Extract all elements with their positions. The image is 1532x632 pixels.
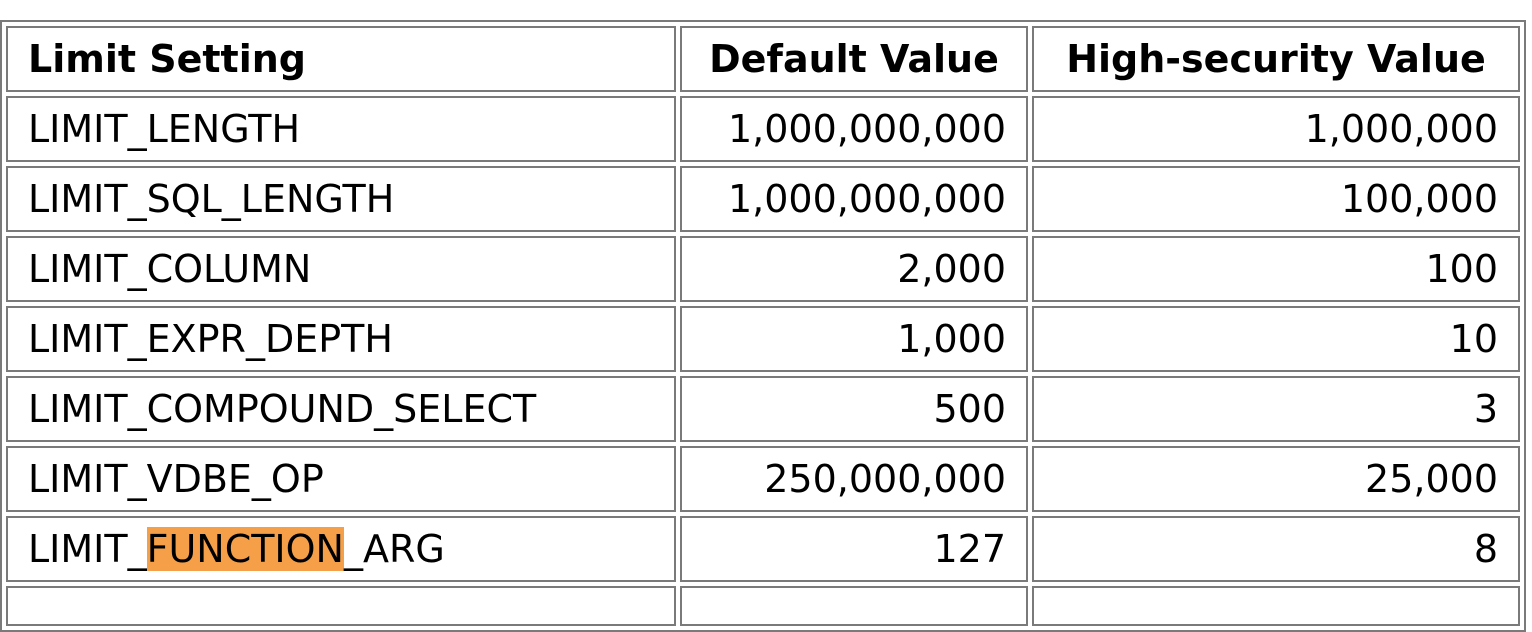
setting-cell: LIMIT_SQL_LENGTH: [6, 166, 676, 232]
setting-cell: LIMIT_LENGTH: [6, 96, 676, 162]
header-row: [6, 26, 1520, 92]
table-row: [6, 166, 1520, 232]
high-security-value-cell-empty: [1032, 586, 1520, 626]
default-value-cell: 250,000,000: [680, 446, 1028, 512]
high-security-value-cell: 1,000,000: [1032, 96, 1520, 162]
setting-cell-empty: [6, 586, 676, 626]
setting-cell: LIMIT_EXPR_DEPTH: [6, 306, 676, 372]
default-value-cell: 2,000: [680, 236, 1028, 302]
default-value-cell: 1,000,000,000: [680, 96, 1028, 162]
table-row: [6, 516, 1520, 582]
table-row: [6, 306, 1520, 372]
default-value-cell: 1,000: [680, 306, 1028, 372]
setting-cell: LIMIT_COMPOUND_SELECT: [6, 376, 676, 442]
table-row: [6, 236, 1520, 302]
limits-table: [0, 20, 1526, 632]
high-security-value-cell: 25,000: [1032, 446, 1520, 512]
default-value-cell: 1,000,000,000: [680, 166, 1028, 232]
default-value-cell-empty: [680, 586, 1028, 626]
high-security-value-cell: 100: [1032, 236, 1520, 302]
header-high-security-value: High-security Value: [1032, 26, 1520, 92]
default-value-cell: 500: [680, 376, 1028, 442]
setting-cell: LIMIT_VDBE_OP: [6, 446, 676, 512]
header-default-value: Default Value: [680, 26, 1028, 92]
table-row: [6, 96, 1520, 162]
setting-suffix: _ARG: [343, 527, 445, 571]
setting-cell: LIMIT_COLUMN: [6, 236, 676, 302]
search-highlight: FUNCTION: [146, 527, 344, 571]
setting-cell: [6, 516, 676, 582]
table-row: [6, 446, 1520, 512]
table-row: [6, 376, 1520, 442]
setting-prefix: LIMIT_: [28, 527, 147, 571]
default-value-cell: 127: [680, 516, 1028, 582]
high-security-value-cell: 100,000: [1032, 166, 1520, 232]
high-security-value-cell: 3: [1032, 376, 1520, 442]
high-security-value-cell: 10: [1032, 306, 1520, 372]
header-limit-setting: Limit Setting: [6, 26, 676, 92]
high-security-value-cell: 8: [1032, 516, 1520, 582]
table-row-partial: [6, 586, 1520, 626]
